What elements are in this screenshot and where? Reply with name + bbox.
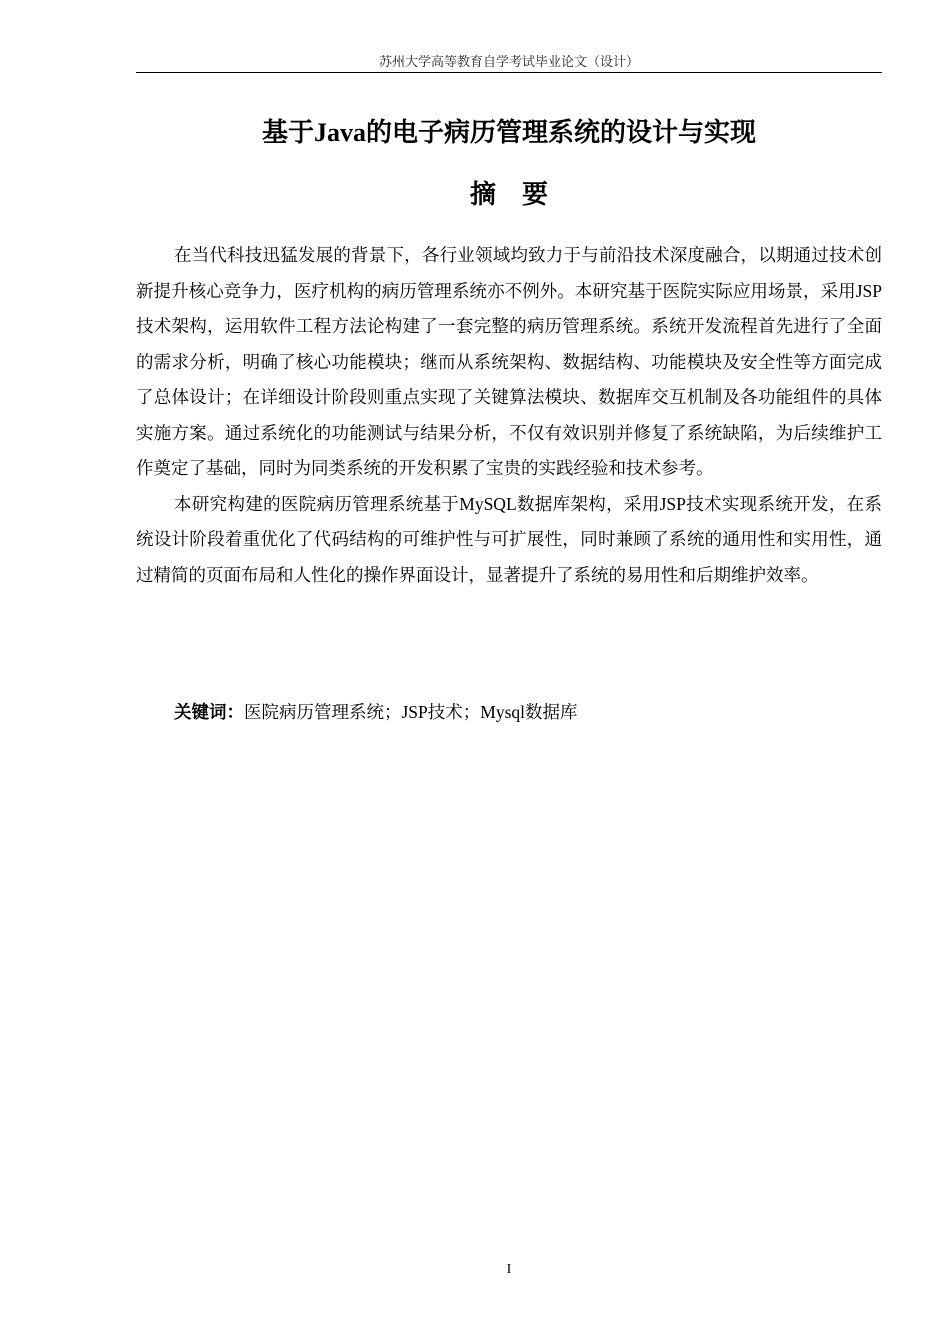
abstract-body bbox=[136, 238, 882, 593]
abstract-paragraph-2: 本研究构建的医院病历管理系统基于MySQL数据库架构，采用JSP技术实现系统开发，在系统设计阶段着重优化了代码结构的可维护性与可扩展性，同时兼顾了系统的通用性和实用性，通过精简的页面布局和人性化的操作界面设计，显著提升了系统的易用性和后期维护效率。 bbox=[136, 493, 882, 585]
thesis-title: 基于Java的电子病历管理系统的设计与实现 bbox=[261, 118, 756, 147]
abstract-paragraph-1: 在当代科技迅猛发展的背景下，各行业领域均致力于与前沿技术深度融合，以期通过技术创新提升核心竞争力，医疗机构的病历管理系统亦不例外。本研究基于医院实际应用场景，采用JSP技术架构，运用软件工程方法论构建了一套完整的病历管理系统。系统开发流程首先进行了全面的需求分析，明确了核心功能模块；继而从系统架构、数据结构、功能模块及安全性等方面完成了总体设计；在详细设计阶段则重点实现了关键算法模块、数据库交互机制及各功能组件的具体实施方案。通过系统化的功能测试与结果分析，不仅有效识别并修复了系统缺陷，为后续维护工作奠定了基础，同时为同类系统的开发积累了宝贵的实践经验和技术参考。 bbox=[136, 245, 882, 478]
abstract-heading: 摘要 bbox=[469, 180, 574, 209]
keywords-label: 关键词： bbox=[174, 702, 244, 722]
header-divider bbox=[136, 72, 882, 73]
page-number: I bbox=[506, 1262, 512, 1277]
keywords-value: 医院病历管理系统；JSP技术；Mysql数据库 bbox=[244, 702, 578, 722]
keywords-line bbox=[174, 697, 874, 727]
running-header: 苏州大学高等教育自学考试毕业论文（设计） bbox=[378, 54, 639, 69]
